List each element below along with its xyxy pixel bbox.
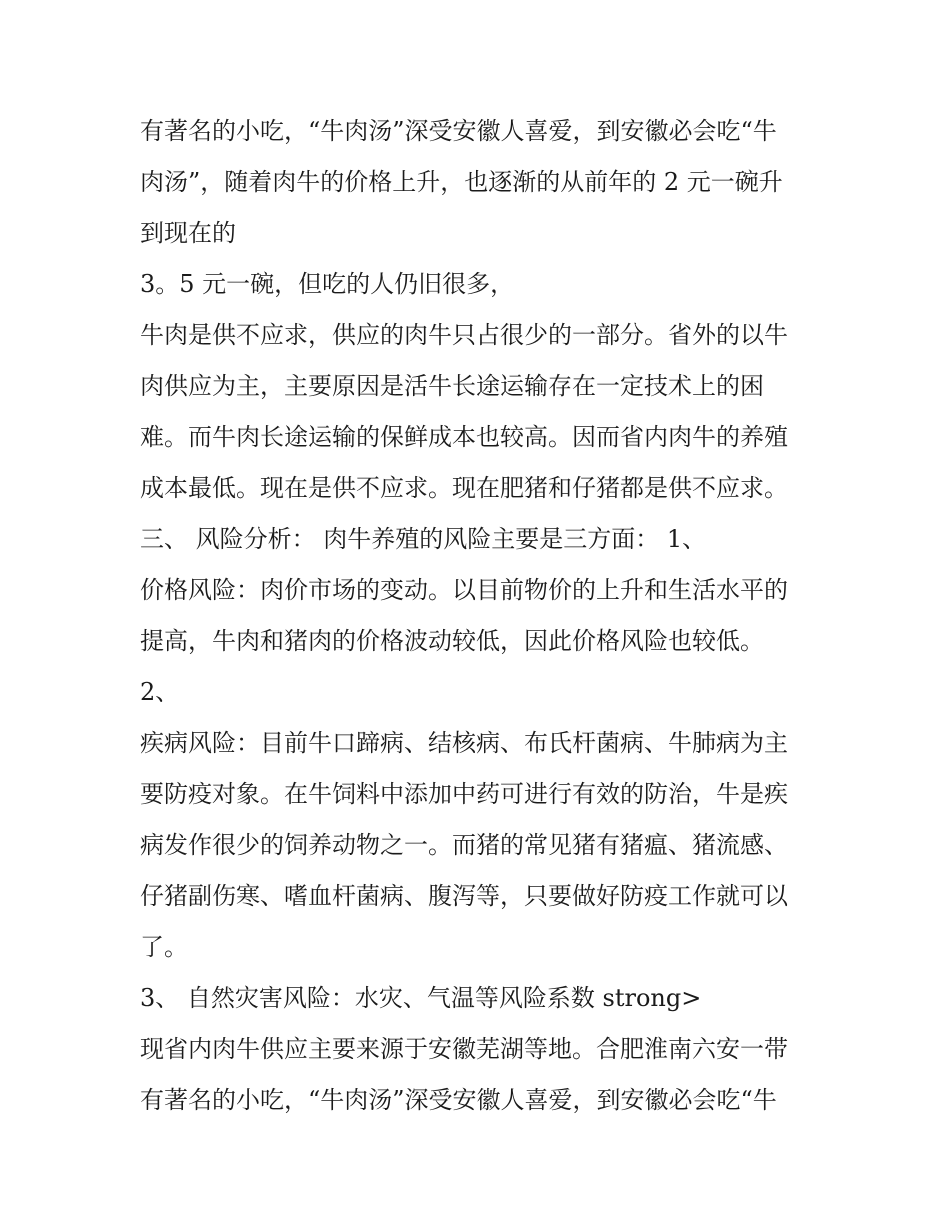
text-line: 肉汤”，随着肉牛的价格上升，也逐渐的从前年的 2 元一碗升 — [140, 168, 783, 196]
text-line: 了。 — [140, 933, 188, 961]
text-line: 病发作很少的饲养动物之一。而猪的常见猪有猪瘟、猪流感、 — [140, 831, 788, 859]
text-line: 牛肉是供不应求，供应的肉牛只占很少的一部分。省外的以牛 — [140, 321, 788, 349]
list-number: 2、 — [140, 678, 180, 706]
text-line: 提高，牛肉和猪肉的价格波动较低，因此价格风险也较低。 — [140, 627, 764, 655]
list-item: 3、 自然灾害风险：水灾、气温等风险系数 strong> — [140, 984, 702, 1012]
text-line: 难。而牛肉长途运输的保鲜成本也较高。因而省内肉牛的养殖 — [140, 423, 788, 451]
text-line: 有著名的小吃，“牛肉汤”深受安徽人喜爱，到安徽必会吃“牛 — [140, 117, 777, 145]
body-text — [140, 106, 830, 1126]
text-line: 价格风险：肉价市场的变动。以目前物价的上升和生活水平的 — [140, 576, 788, 604]
text-line: 到现在的 — [140, 219, 236, 247]
text-line: 成本最低。现在是供不应求。现在肥猪和仔猪都是供不应求。 — [140, 474, 788, 502]
text-line: 3。5 元一碗，但吃的人仍旧很多， — [140, 270, 515, 298]
text-line: 肉供应为主，主要原因是活牛长途运输存在一定技术上的困 — [140, 372, 764, 400]
text-line: 有著名的小吃，“牛肉汤”深受安徽人喜爱，到安徽必会吃“牛 — [140, 1086, 777, 1114]
text-line: 仔猪副伤寒、嗜血杆菌病、腹泻等，只要做好防疫工作就可以 — [140, 882, 788, 910]
text-line: 疾病风险：目前牛口蹄病、结核病、布氏杆菌病、牛肺病为主 — [140, 729, 788, 757]
text-line: 要防疫对象。在牛饲料中添加中药可进行有效的防治，牛是疾 — [140, 780, 788, 808]
text-line: 现省内肉牛供应主要来源于安徽芜湖等地。合肥淮南六安一带 — [140, 1035, 788, 1063]
section-heading: 三、 风险分析： 肉牛养殖的风险主要是三方面： 1、 — [140, 525, 707, 553]
